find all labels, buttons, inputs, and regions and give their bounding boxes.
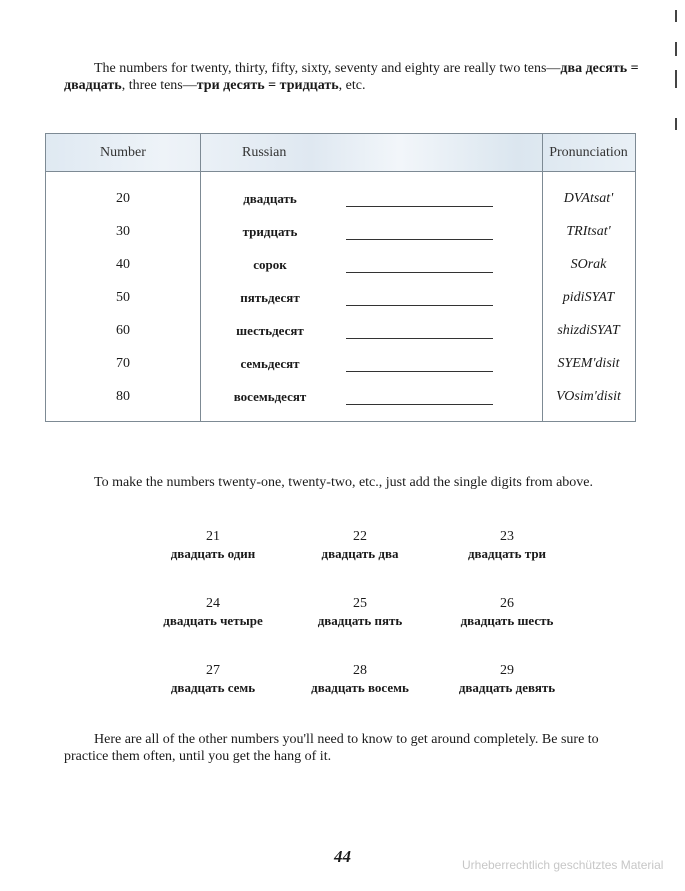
example-number: 27 [206,663,220,678]
number-cell: 60 [116,323,130,338]
example-item [133,662,293,696]
example-item [427,595,587,629]
number-cell: 30 [116,224,130,239]
example-word: двадцать восемь [311,680,409,695]
intro-bold-2: три десять = тридцать [196,78,339,93]
closing-paragraph [64,731,639,765]
copyright-watermark: Urheberrechtlich geschütztes Material [462,858,664,872]
example-number: 23 [500,529,514,544]
example-item [280,528,440,562]
example-word: двадцать семь [170,680,256,695]
intro-bold-1: два десять = двадцать [64,61,639,93]
scan-edge-mark [675,118,677,130]
write-in-line [346,272,493,273]
write-in-line [346,404,493,405]
example-item [280,595,440,629]
table-row [46,323,635,356]
intro-text-1: The numbers for twenty, thirty, fifty, sixty, seventy and eighty are really two tens— [94,61,561,76]
numbers-table [45,133,636,422]
example-number: 21 [206,529,220,544]
example-word: двадцать три [467,546,547,561]
example-item [427,528,587,562]
table-row [46,356,635,389]
example-number: 28 [353,663,367,678]
scan-edge-mark [675,70,677,88]
example-word: двадцать четыре [163,613,263,628]
pronunciation-cell: VOsim'disit [556,389,621,404]
example-word: двадцать шесть [460,613,554,628]
example-item [280,662,440,696]
example-number: 25 [353,596,367,611]
example-word: двадцать один [170,546,256,561]
header-number: Number [100,145,146,160]
russian-cell: тридцать [242,224,298,239]
closing-text: Here are all of the other numbers you'll need to know to get around completely. Be sure to practice them often, until you get the hang of it. [64,732,599,764]
intro-text-2: , three tens— [121,78,197,93]
example-item [133,595,293,629]
number-cell: 50 [116,290,130,305]
russian-cell: восемьдесят [233,389,307,404]
table-row [46,191,635,224]
example-word: двадцать два [321,546,399,561]
number-cell: 20 [116,191,130,206]
example-word: двадцать пять [317,613,403,628]
russian-cell: двадцать [243,191,297,206]
table-row [46,290,635,323]
header-pronunciation: Pronunciation [549,145,628,160]
table-row [46,389,635,422]
russian-cell: сорок [253,257,287,272]
example-number: 29 [500,663,514,678]
number-cell: 80 [116,389,130,404]
intro-text-3: , etc. [338,78,366,93]
scan-edge-mark [675,10,677,22]
write-in-line [346,338,493,339]
pronunciation-cell: DVAtsat' [563,191,614,206]
russian-cell: шестьдесят [236,323,304,338]
example-item [427,662,587,696]
example-number: 26 [500,596,514,611]
russian-cell: пятьдесят [240,290,300,305]
instruction-text: To make the numbers twenty-one, twenty-two, etc., just add the single digits from above. [94,475,594,490]
write-in-line [346,371,493,372]
number-cell: 70 [116,356,130,371]
write-in-line [346,239,493,240]
write-in-line [346,206,493,207]
table-header [46,134,635,172]
example-item [133,528,293,562]
russian-cell: семьдесят [240,356,300,371]
table-row [46,257,635,290]
example-word: двадцать девять [458,680,556,695]
intro-paragraph [64,60,639,94]
pronunciation-cell: pidiSYAT [562,290,615,305]
pronunciation-cell: shizdiSYAT [557,323,620,338]
page-number: 44 [334,847,351,866]
pronunciation-cell: SOrak [570,257,607,272]
write-in-line [346,305,493,306]
scan-edge-mark [675,42,677,56]
example-number: 24 [206,596,220,611]
number-cell: 40 [116,257,130,272]
table-row [46,224,635,257]
pronunciation-cell: SYEM'disit [557,356,620,371]
header-russian: Russian [242,145,287,160]
pronunciation-cell: TRItsat' [566,224,611,239]
example-number: 22 [353,529,367,544]
